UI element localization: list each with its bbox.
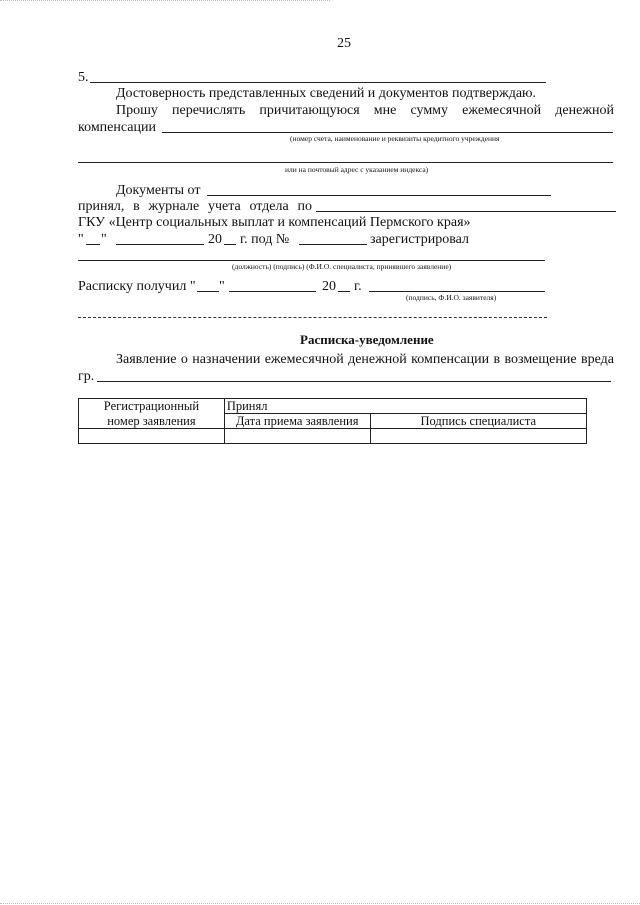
reg-number-label: г. под №: [240, 232, 290, 247]
receipt-year-prefix: 20: [322, 279, 336, 294]
reg-year-prefix: 20: [208, 232, 222, 247]
request-word: причитающуюся: [259, 103, 360, 118]
request-word: денежной: [555, 103, 614, 118]
statement-word: назначении: [192, 352, 261, 367]
accepted-word: принял,: [78, 199, 125, 214]
item5-fill-line[interactable]: [90, 82, 546, 83]
request-word: мне: [373, 103, 397, 118]
compensation-label: компенсации: [78, 120, 156, 135]
scan-edge-bottom: [0, 903, 640, 904]
accepted-line: [78, 199, 312, 215]
statement-word: компенсации: [411, 352, 490, 367]
reg-quote-open: ": [78, 232, 84, 247]
accepted-word: учета: [207, 199, 241, 214]
documents-from-label: Документы от: [116, 183, 201, 198]
scan-edge-top: [0, 0, 330, 1]
citizen-label: гр.: [78, 369, 95, 384]
accepted-word: отдела: [249, 199, 289, 214]
hint-specialist: (должность) (подпись) (Ф.И.О. специалиста, принявшего заявление): [232, 262, 452, 271]
page-number: 25: [337, 36, 351, 51]
item-number: 5.: [78, 70, 89, 85]
accepted-word: в: [133, 199, 140, 214]
reg-year-fill[interactable]: [224, 244, 236, 245]
date-cell[interactable]: [224, 429, 370, 444]
account-fill-line[interactable]: [162, 132, 613, 133]
receipt-got-label: Расписку получил ": [78, 279, 196, 294]
receipt-year-fill[interactable]: [338, 291, 350, 292]
statement-word: Заявление: [116, 352, 177, 367]
request-word: Прошу: [116, 103, 158, 118]
gku-line: ГКУ «Центр социальных выплат и компенсаций Пермского края»: [78, 215, 471, 230]
request-word: ежемесячной: [462, 103, 542, 118]
reg-month-fill[interactable]: [116, 244, 204, 245]
reg-day-fill[interactable]: [86, 244, 100, 245]
documents-from-fill-line[interactable]: [207, 195, 551, 196]
registered-label: зарегистрировал: [370, 232, 469, 247]
statement-word: денежной: [348, 352, 407, 367]
receipt-quote-close: ": [219, 279, 225, 294]
hint-postal: или на почтовый адрес с указанием индекса): [285, 165, 429, 174]
notice-title: Расписка-уведомление: [300, 332, 434, 347]
statement-word: вреда: [580, 352, 614, 367]
confirm-statement: Достоверность представленных сведений и документов подтверждаю.: [116, 86, 536, 101]
statement-word: о: [180, 352, 188, 367]
receipt-table: [78, 398, 587, 444]
date-header: Дата приема заявления: [224, 414, 370, 429]
sign-cell[interactable]: [370, 429, 587, 444]
request-word: сумму: [410, 103, 449, 118]
statement-word: ежемесячной: [264, 352, 344, 367]
reg-number-header: Регистрационный: [79, 399, 225, 414]
cut-line: [78, 317, 547, 318]
reg-number-header-line2: номер заявления: [79, 414, 225, 429]
request-line: [116, 103, 614, 119]
citizen-fill-line[interactable]: [97, 381, 611, 382]
reg-quote-close: ": [101, 232, 107, 247]
request-word: перечислять: [171, 103, 246, 118]
hint-applicant: (подпись, Ф.И.О. заявителя): [406, 293, 497, 302]
receipt-month-fill[interactable]: [229, 291, 316, 292]
receipt-day-fill[interactable]: [197, 291, 219, 292]
sign-header: Подпись специалиста: [370, 414, 587, 429]
applicant-sign-fill[interactable]: [369, 291, 545, 292]
specialist-fill-line[interactable]: [78, 260, 545, 261]
journal-fill-line[interactable]: [316, 211, 616, 212]
statement-word: в: [493, 352, 501, 367]
postal-fill-line[interactable]: [78, 162, 613, 163]
reg-number-cell[interactable]: [79, 429, 225, 444]
statement-word: возмещение: [504, 352, 577, 367]
statement-line: [116, 352, 614, 368]
reg-number-fill[interactable]: [299, 244, 367, 245]
accepted-word: по: [297, 199, 312, 214]
accepted-word: журнале: [148, 199, 200, 214]
accepted-header: Принял: [224, 399, 586, 414]
hint-account: (номер счета, наименование и реквизиты кредитного учреждения: [290, 134, 500, 143]
receipt-year-suffix: г.: [354, 279, 362, 294]
